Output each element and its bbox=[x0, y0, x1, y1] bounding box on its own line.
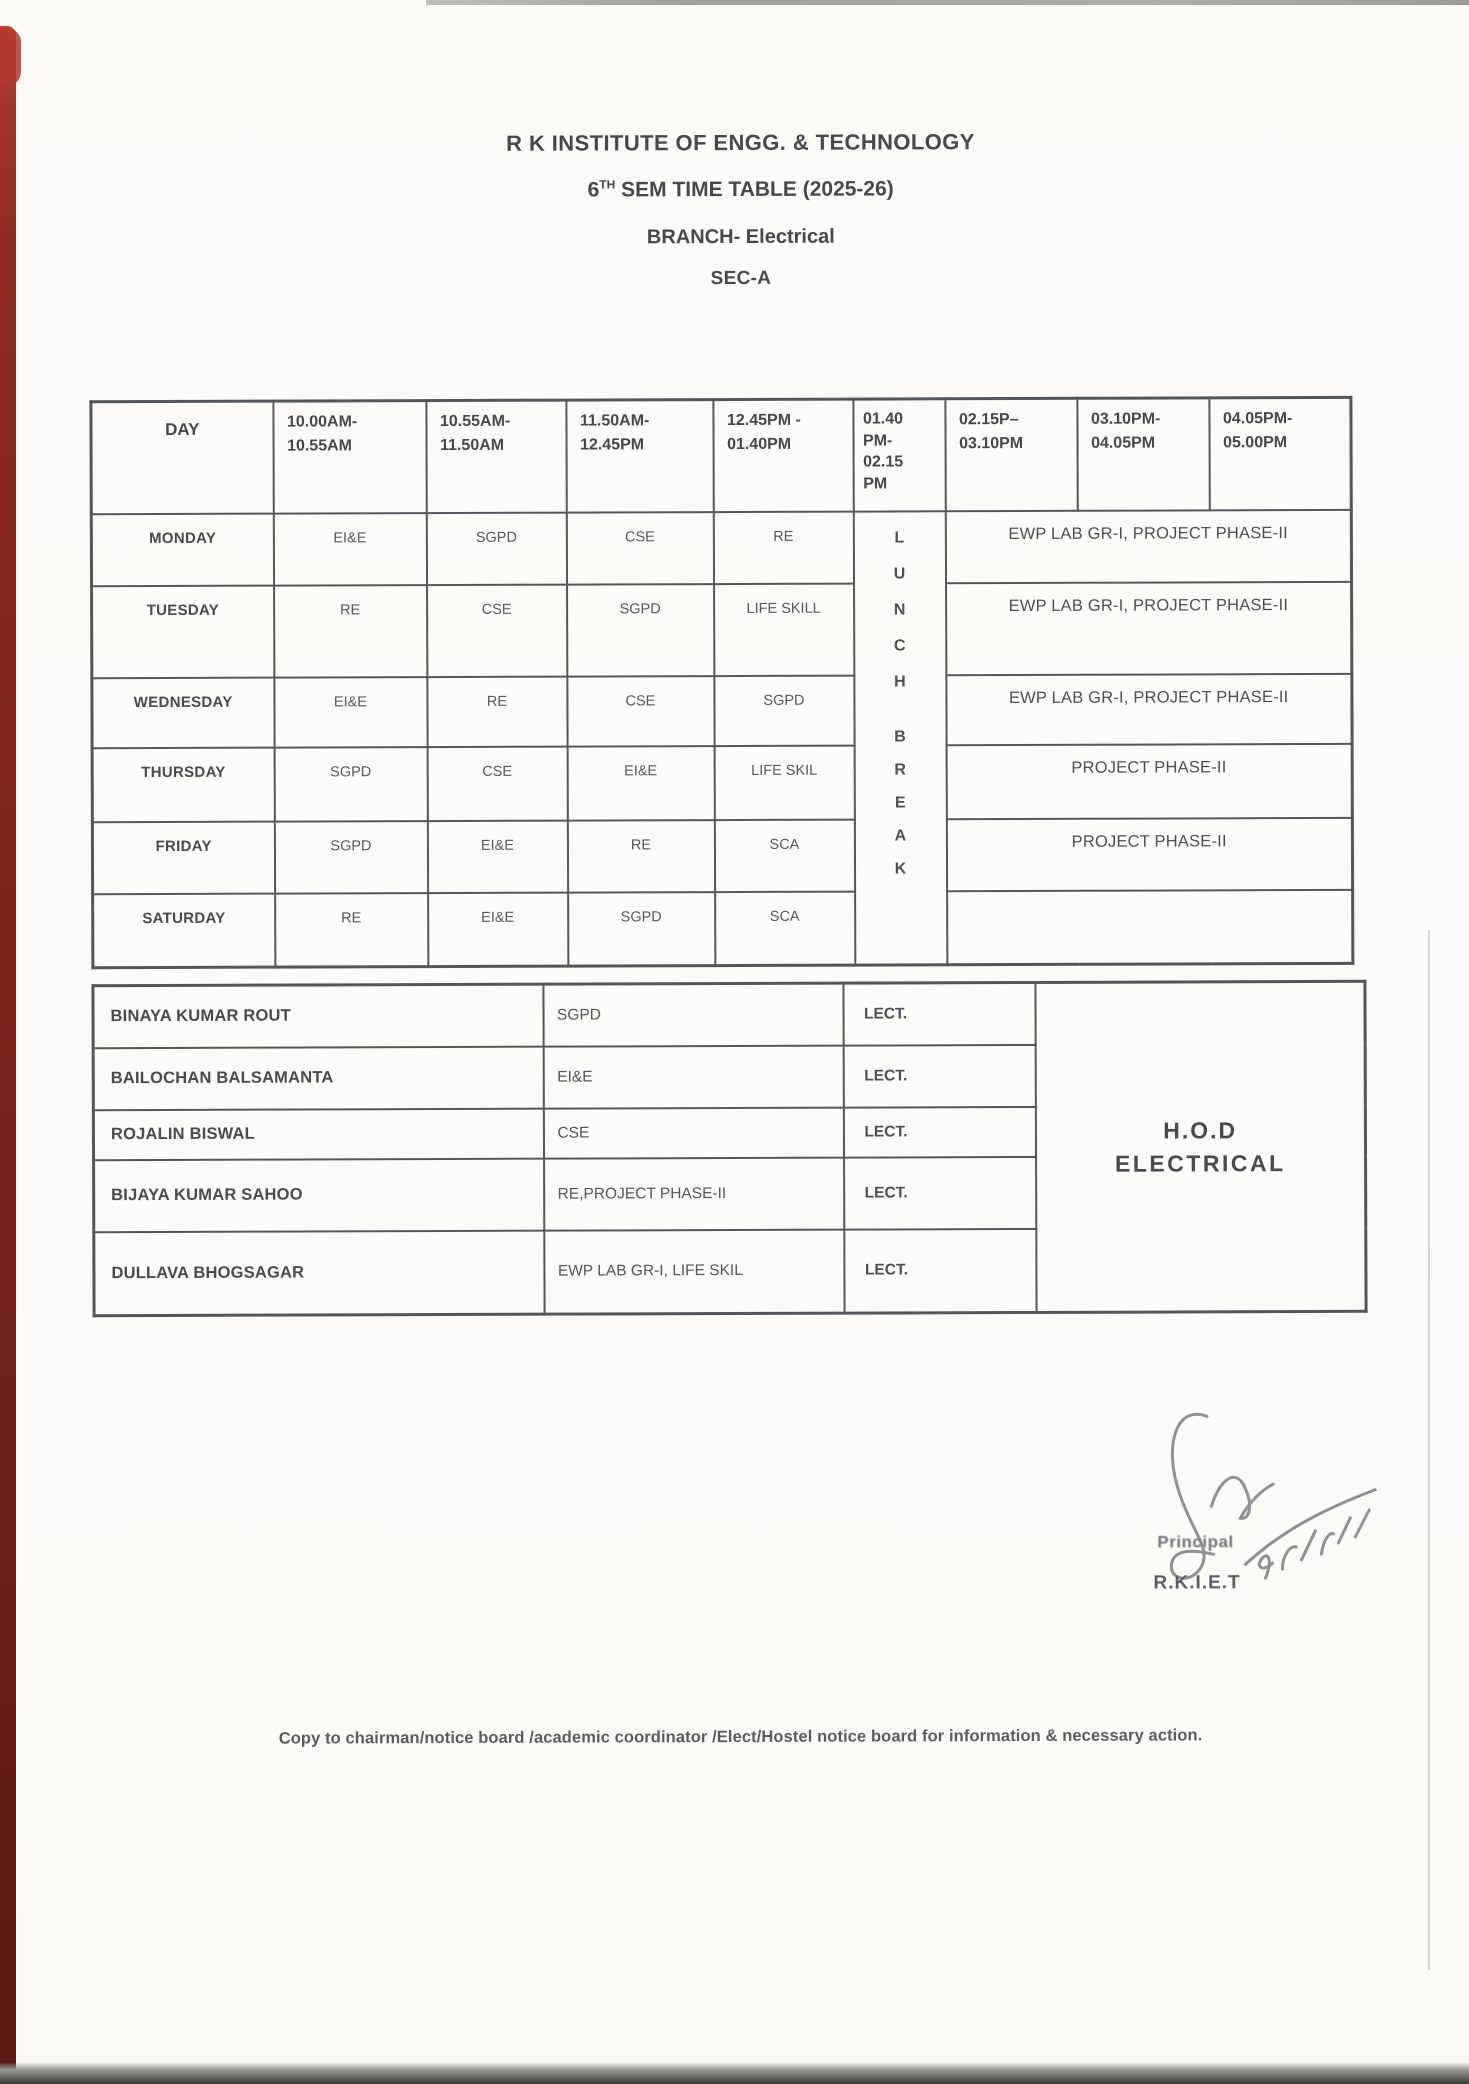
timetable-row-friday bbox=[92, 817, 1352, 893]
afternoon-cell: PROJECT PHASE-II bbox=[946, 817, 1352, 890]
slot-cell: EI&E bbox=[273, 513, 426, 586]
sem-ordinal: TH bbox=[599, 177, 616, 192]
day-cell: MONDAY bbox=[91, 513, 273, 586]
faculty-subject-cell: RE,PROJECT PHASE-II bbox=[544, 1157, 844, 1230]
slot-cell: CSE bbox=[427, 584, 567, 676]
header-cell-slot7: 03.10PM- 04.05PM bbox=[1077, 398, 1209, 510]
afternoon-cell: EWP LAB GR-I, PROJECT PHASE-II bbox=[946, 581, 1352, 674]
faculty-name-cell: ROJALIN BISWAL bbox=[93, 1108, 543, 1160]
faculty-designation-cell: LECT. bbox=[843, 1044, 1035, 1107]
institute-title: R K INSTITUTE OF ENGG. & TECHNOLOGY bbox=[506, 129, 975, 156]
timetable-row-wednesday bbox=[92, 673, 1352, 747]
slot-cell: LIFE SKIL bbox=[714, 745, 854, 819]
day-cell: FRIDAY bbox=[92, 821, 274, 894]
header-cell-day: DAY bbox=[91, 401, 273, 514]
faculty-subject-cell: EWP LAB GR-I, LIFE SKIL bbox=[544, 1229, 844, 1314]
scan-bottom-edge bbox=[0, 2062, 1469, 2084]
branch-title: BRANCH- Electrical bbox=[646, 225, 835, 249]
timetable-header-row bbox=[91, 397, 1351, 513]
sem-number: 6 bbox=[587, 178, 600, 202]
faculty-subject-cell: EI&E bbox=[543, 1045, 843, 1108]
afternoon-cell: EWP LAB GR-I, PROJECT PHASE-II bbox=[945, 509, 1351, 582]
slot-cell: SCA bbox=[715, 891, 855, 965]
slot-cell: CSE bbox=[566, 512, 713, 585]
timetable-row-tuesday bbox=[92, 581, 1352, 677]
sem-title-rest: SEM TIME TABLE (2025-26) bbox=[615, 177, 894, 202]
semester-title bbox=[111, 175, 1371, 204]
slot-cell: EI&E bbox=[567, 746, 714, 821]
slot-cell: SGPD bbox=[274, 821, 427, 894]
hod-title: H.O.D bbox=[1163, 1116, 1238, 1144]
header-cell-slot1: 10.00AM- 10.55AM bbox=[273, 401, 426, 514]
slot-cell: RE bbox=[274, 585, 427, 678]
slot-cell: SGPD bbox=[274, 747, 427, 822]
slot-cell: CSE bbox=[567, 676, 714, 747]
title-block bbox=[110, 0, 1370, 290]
faculty-name-cell: DULLAVA BHOGSAGAR bbox=[94, 1230, 544, 1316]
day-cell: THURSDAY bbox=[92, 747, 274, 822]
day-cell: TUESDAY bbox=[92, 585, 274, 678]
faculty-subject-cell: CSE bbox=[543, 1107, 843, 1158]
faculty-designation-cell: LECT. bbox=[843, 1106, 1035, 1157]
principal-signature bbox=[1123, 1406, 1414, 1632]
header-cell-slot4: 12.45PM - 01.40PM bbox=[713, 399, 853, 511]
principal-stamp-label: Principal bbox=[1157, 1532, 1234, 1552]
slot-cell: CSE bbox=[427, 746, 567, 820]
slot-cell: EI&E bbox=[274, 677, 427, 748]
header-cell-slot6: 02.15P– 03.10PM bbox=[945, 398, 1077, 510]
faculty-designation-cell: LECT. bbox=[843, 982, 1035, 1045]
lunch-label: L U N C H bbox=[893, 528, 906, 690]
faculty-designation-cell: LECT. bbox=[844, 1156, 1036, 1229]
break-label: B R E A K bbox=[894, 727, 907, 877]
slot-cell: SGPD bbox=[714, 675, 854, 745]
timetable bbox=[89, 396, 1354, 969]
afternoon-cell bbox=[947, 889, 1353, 964]
rkiet-label: R.K.I.E.T bbox=[1153, 1572, 1241, 1594]
signature-flourish bbox=[1245, 1490, 1375, 1564]
signature-block bbox=[1123, 1406, 1414, 1632]
hod-department: ELECTRICAL bbox=[1114, 1149, 1286, 1177]
slot-cell: RE bbox=[427, 676, 567, 746]
day-cell: WEDNESDAY bbox=[92, 677, 274, 748]
faculty-name-cell: BAILOCHAN BALSAMANTA bbox=[93, 1046, 543, 1110]
distribution-note: Copy to chairman/notice board /academic coordinator /Elect/Hostel notice board for information & necessary action. bbox=[278, 1726, 1203, 1748]
afternoon-cell: PROJECT PHASE-II bbox=[946, 743, 1352, 818]
header-cell-lunch: 01.40 PM- 02.15 PM bbox=[853, 399, 945, 511]
faculty-subject-cell: SGPD bbox=[543, 983, 843, 1046]
slot-cell: SGPD bbox=[567, 584, 714, 677]
slot-cell: EI&E bbox=[428, 892, 568, 966]
slot-cell: EI&E bbox=[427, 820, 567, 892]
faculty-table bbox=[91, 980, 1367, 1317]
slot-cell: RE bbox=[713, 511, 853, 583]
day-cell: SATURDAY bbox=[93, 893, 275, 968]
header-cell-slot8: 04.05PM- 05.00PM bbox=[1209, 397, 1351, 509]
faculty-name-cell: BINAYA KUMAR ROUT bbox=[93, 984, 543, 1048]
signature-main-loop bbox=[1171, 1414, 1214, 1578]
slot-cell: SGPD bbox=[568, 892, 715, 967]
faculty-row bbox=[93, 981, 1365, 1047]
timetable-row-saturday bbox=[93, 889, 1353, 967]
slot-cell: RE bbox=[567, 820, 714, 893]
signature-humps bbox=[1211, 1477, 1273, 1518]
faculty-designation-cell: LECT. bbox=[844, 1228, 1036, 1313]
lunch-break-cell bbox=[853, 511, 947, 965]
signature-date-scribble bbox=[1259, 1510, 1369, 1578]
section-title: SEC-A bbox=[710, 267, 772, 290]
header-cell-slot3: 11.50AM- 12.45PM bbox=[566, 400, 713, 513]
faculty-name-cell: BIJAYA KUMAR SAHOO bbox=[94, 1158, 544, 1232]
slot-cell: RE bbox=[275, 893, 428, 968]
hod-cell bbox=[1035, 981, 1366, 1312]
slot-cell: SGPD bbox=[426, 512, 566, 584]
slot-cell: LIFE SKILL bbox=[714, 583, 854, 675]
slot-cell: SCA bbox=[714, 819, 854, 891]
header-cell-slot2: 10.55AM- 11.50AM bbox=[426, 400, 566, 512]
timetable-row-monday bbox=[91, 509, 1351, 585]
afternoon-cell: EWP LAB GR-I, PROJECT PHASE-II bbox=[946, 673, 1352, 744]
timetable-row-thursday bbox=[92, 743, 1352, 821]
